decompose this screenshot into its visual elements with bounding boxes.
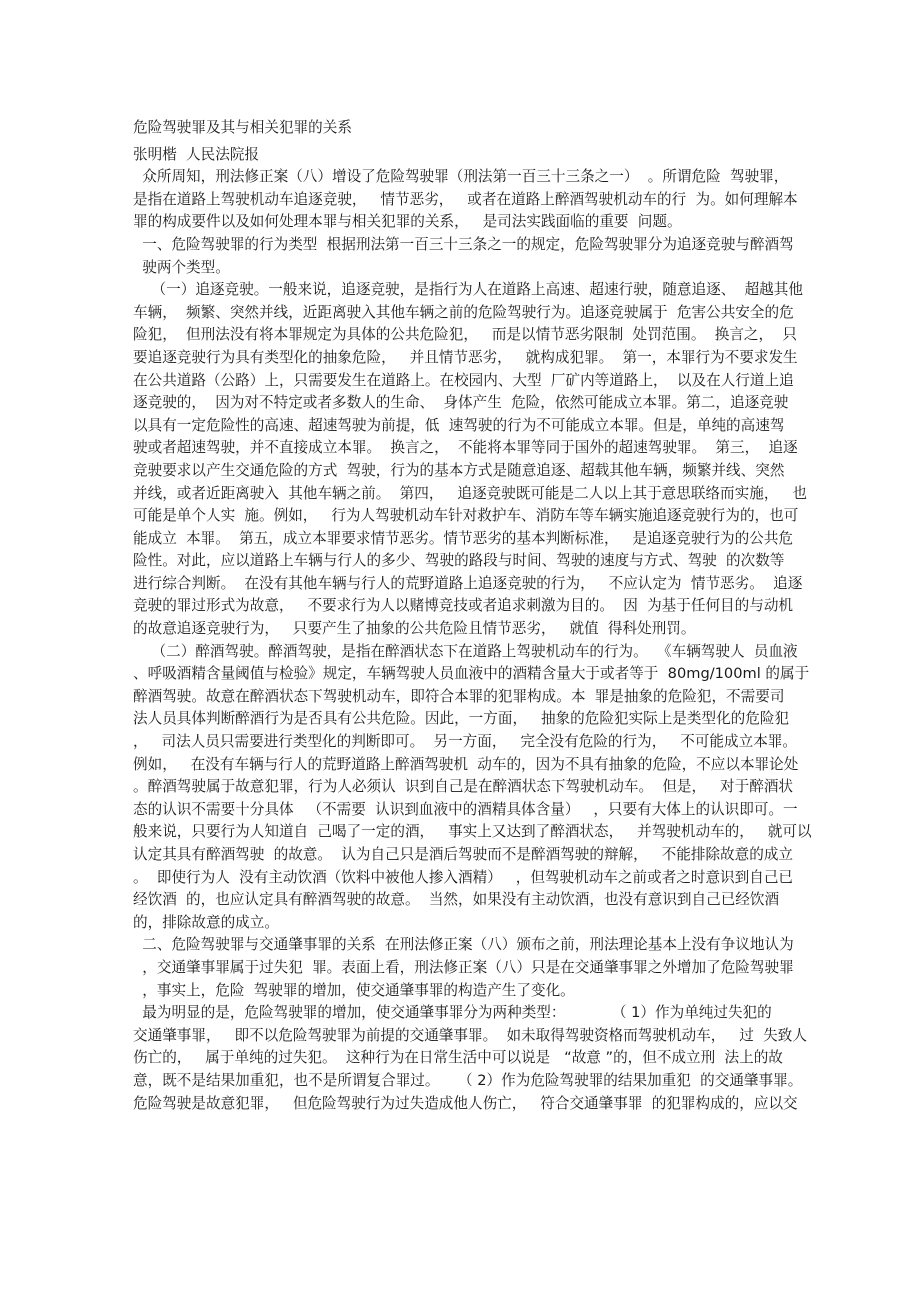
body-line: 驶两个类型。: [133, 258, 230, 276]
body-line: 。 即使行为人 没有主动饮酒（饮料中被他人掺入酒精） ，但驾驶机动车之前或者之时意识到自己已: [133, 868, 794, 886]
document-page: [133, 117, 812, 1115]
body-line: ，交通肇事罪属于过失犯 罪。表面上看，刑法修正案（八）只是在交通肇事罪之外增加了危险驾驶罪: [133, 958, 794, 976]
subsection-line: （二）醉酒驾驶。醉酒驾驶，是指在醉酒状态下在道路上驾驶机动车的行为。 《车辆驾驶人 员血液: [133, 642, 798, 660]
body-line: 伤亡的， 属于单纯的过失犯。 这种行为在日常生活中可以说是 “故意 ”的，但不成立刑 法上的故: [133, 1049, 783, 1067]
document-body: [133, 166, 812, 1115]
body-line: 众所周知，刑法修正案（八）增设了危险驾驶罪（刑法第一百三十三条之一） 。所谓危险 驾驶罪，: [133, 168, 789, 186]
section-heading-line: 二、危险驾驶罪与交通肇事罪的关系 在刑法修正案（八）颁布之前，刑法理论基本上没有争议地认为: [133, 936, 794, 954]
body-line: 车辆， 频繁、突然并线，近距离驶入其他车辆之前的危险驾驶行为。追逐竞驶属于 危害公共安全的危: [133, 303, 794, 321]
body-line: 交通肇事罪， 即不以危险驾驶罪为前提的交通肇事罪。 如未取得驾驶资格而驾驶机动车， 过 失致人: [133, 1026, 807, 1044]
body-line: 态的认识不需要十分具体 （不需要 认识到血液中的酒精具体含量） ，只要有大体上的认识即可。一: [133, 800, 798, 818]
document-title: 危险驾驶罪及其与相关犯罪的关系: [133, 119, 352, 136]
body-line: 以具有一定危险性的高速、超速驾驶为前提，低 速驾驶的行为不可能成立本罪。但是，单纯的高速驾: [133, 416, 785, 434]
body-line: 法人员具体判断醉酒行为是否具有公共危险。因此，一方面， 抽象的危险犯实际上是类型化的危险犯: [133, 710, 790, 728]
body-line: 险性。对此，应以道路上车辆与行人的多少、驾驶的路段与时间、驾驶的速度与方式、驾驶 的次数等: [133, 552, 785, 570]
body-line: 的，排除故意的成立。: [133, 913, 279, 931]
document-byline: 张明楷 人民法院报: [133, 145, 260, 163]
body-line: 危险驾驶是故意犯罪， 但危险驾驶行为过失造成他人伤亡， 符合交通肇事罪 的犯罪构成的，应以交: [133, 1094, 798, 1112]
body-line: 并线，或者近距离驶入 其他车辆之前。 第四， 追逐竞驶既可能是二人以上其于意思联络而实施， 也: [133, 484, 807, 502]
body-line: 是指在道路上驾驶机动车追逐竞驶， 情节恶劣， 或者在道路上醉酒驾驶机动车的行 为。如何理解本: [133, 190, 798, 208]
body-line: 竞驶要求以产生交通危险的方式 驾驶，行为的基本方式是随意追逐、超载其他车辆，频繁并线、突然: [133, 461, 785, 479]
body-line: 在公共道路（公路）上，只需要发生在道路上。在校园内、大型 厂矿内等道路上， 以及在人行道上追: [133, 371, 794, 389]
body-line: 醉酒驾驶。故意在醉酒状态下驾驶机动车，即符合本罪的犯罪构成。本 罪是抽象的危险犯，不需要司: [133, 687, 785, 705]
body-line: 般来说，只要行为人知道自 己喝了一定的酒， 事实上又达到了醉酒状态， 并驾驶机动车的， 就可以: [133, 823, 812, 841]
body-line: 的故意追逐竞驶行为， 只要产生了抽象的公共危险且情节恶劣， 就值 得科处刑罚。: [133, 620, 696, 638]
body-line: 要追逐竞驶行为具有类型化的抽象危险， 并且情节恶劣， 就构成犯罪。 第一，本罪行为不要求发生: [133, 348, 798, 366]
body-line: 进行综合判断。 在没有其他车辆与行人的荒野道路上追逐竞驶的行为， 不应认定为 情节恶劣。 追逐: [133, 574, 803, 592]
body-line: 能成立 本罪。 第五，成立本罪要求情节恶劣。情节恶劣的基本判断标准， 是追逐竞驶行为的公共危: [133, 529, 794, 547]
body-line: 竞驶的罪过形式为故意， 不要求行为人以赌博竞技或者追求刺激为目的。 因 为基于任何目的与动机: [133, 597, 794, 615]
body-line: 最为明显的是，危险驾驶罪的增加，使交通肇事罪分为两种类型： （ 1）作为单纯过失犯的: [133, 1004, 772, 1022]
body-line: 例如， 在没有车辆与行人的荒野道路上醉酒驾驶机 动车的，因为不具有抽象的危险，不应以本罪论处: [133, 755, 799, 773]
body-line: 经饮酒 的，也应认定具有醉酒驾驶的故意。 当然，如果没有主动饮酒，也没有意识到自己已经饮酒: [133, 891, 780, 909]
body-line: 认定其具有醉酒驾驶 的故意。 认为自己只是酒后驾驶而不是醉酒驾驶的辩解， 不能排除故意的成立: [133, 846, 794, 863]
body-line: ， 司法人员只需要进行类型化的判断即可。 另一方面， 完全没有危险的行为， 不可能成立本罪。: [133, 733, 797, 751]
body-line: 逐竞驶的， 因为对不特定或者多数人的生命、 身体产生 危险，依然可能成立本罪。第二，追逐竞驶: [133, 394, 789, 412]
body-line: 可能是单个人实 施。例如， 行为人驾驶机动车针对救护车、消防车等车辆实施追逐竞驶行为的，也可: [133, 507, 799, 525]
subsection-line: （一）追逐竞驶。一般来说，追逐竞驶，是指行为人在道路上高速、超速行驶，随意追逐、 超越其他: [133, 281, 803, 299]
section-heading-line: 一、危险驾驶罪的行为类型 根据刑法第一百三十三条之一的规定，危险驾驶罪分为追逐竞驶与醉酒驾: [133, 235, 794, 253]
body-line: 罪的构成要件以及如何处理本罪与相关犯罪的关系， 是司法实践面临的重要 问题。: [133, 213, 682, 231]
body-line: 意，既不是结果加重犯，也不是所谓复合罪过。 （ 2）作为危险驾驶罪的结果加重犯 的交通肇事罪。: [133, 1071, 803, 1089]
body-line: 、呼吸酒精含量阈值与检验》规定，车辆驾驶人员血液中的酒精含量大于或者等于 80mg/100ml 的属于: [133, 665, 810, 683]
body-line: 。醉酒驾驶属于故意犯罪，行为人必须认 识到自己是在醉酒状态下驾驶机动车。 但是， 对于醉酒状: [133, 778, 794, 796]
body-line: 险犯， 但刑法没有将本罪规定为具体的公共危险犯， 而是以情节恶劣限制 处罚范围。 换言之， 只: [133, 326, 797, 344]
body-line: 驶或者超速驾驶，并不直接成立本罪。 换言之， 不能将本罪等同于国外的超速驾驶罪。 第三， 追逐: [133, 439, 798, 457]
body-line: ，事实上，危险 驾驶罪的增加，使交通肇事罪的构造产生了变化。: [133, 981, 575, 999]
